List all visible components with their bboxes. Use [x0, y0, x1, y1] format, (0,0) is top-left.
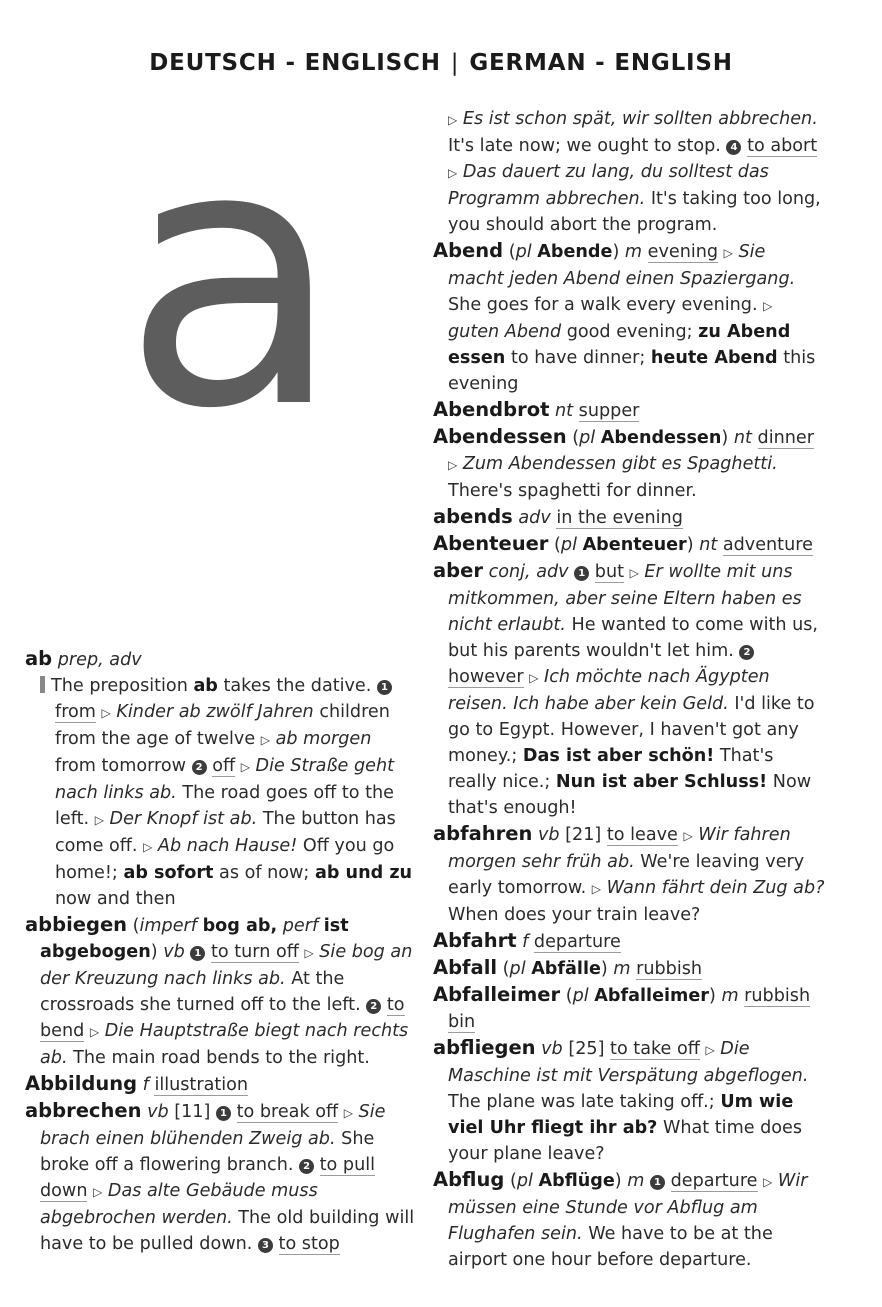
translation: to turn off: [210, 942, 299, 962]
gender: f: [142, 1075, 149, 1095]
translation: but: [594, 562, 624, 582]
example-english: We have to be at the airport one hour before departure.: [448, 1224, 773, 1270]
example-english: The old building will have to be pulled down.: [40, 1208, 415, 1254]
example-english: He wanted to come with us, but his parents wouldn't let him.: [448, 615, 819, 661]
phrase: ab und zu: [314, 863, 413, 883]
phrase: Nun ist aber Schluss!: [555, 772, 768, 792]
entry-abend: [433, 238, 825, 397]
headword: abends: [433, 505, 513, 528]
verb-forms: (imperf bog ab, perf ist abgebogen): [40, 916, 349, 962]
gender: m: [721, 986, 739, 1006]
translation: to pull down: [40, 1155, 375, 1201]
translation: to bend: [40, 995, 405, 1041]
section-letter: a: [122, 68, 343, 487]
phrase: ab sofort: [123, 863, 214, 883]
entry-abfalleimer: [433, 982, 825, 1035]
conjugation-number: [11]: [174, 1102, 211, 1122]
example-german: Ich möchte nach Ägypten reisen. Ich habe aber kein Geld.: [448, 667, 770, 714]
example-german: Wann fährt dein Zug ab?: [606, 878, 825, 898]
header-separator: |: [450, 50, 460, 76]
plural-form: (pl Abflüge): [509, 1171, 622, 1191]
example-english: children from the age of twelve: [55, 702, 390, 749]
example-german: ab morgen: [275, 729, 372, 749]
note-marker-icon: [40, 676, 45, 693]
example-triangle-icon: ▷: [448, 166, 458, 180]
example-german: Das dauert zu lang, du solltest das Programm abbrechen.: [448, 162, 769, 209]
translation: to take off: [610, 1039, 700, 1059]
example-triangle-icon: ▷: [93, 1185, 103, 1199]
gender: m: [627, 1171, 645, 1191]
translation: rubbish bin: [448, 986, 811, 1032]
example-triangle-icon: ▷: [260, 733, 270, 747]
example-triangle-icon: ▷: [763, 1175, 773, 1189]
headword: abbiegen: [25, 913, 128, 936]
example-triangle-icon: ▷: [101, 706, 111, 720]
example-english: The road goes off to the left.: [55, 783, 394, 829]
example-triangle-icon: ▷: [94, 813, 104, 827]
gender: m: [624, 242, 643, 262]
entry-abends: [433, 504, 825, 531]
headword: abbrechen: [25, 1099, 142, 1122]
example-triangle-icon: ▷: [529, 671, 539, 685]
phrase-translation: Now that's enough!: [448, 772, 812, 818]
example-triangle-icon: ▷: [705, 1043, 715, 1057]
example-german: Die Hauptstraße biegt nach rechts ab.: [40, 1021, 409, 1068]
sense-number-icon: 1: [650, 1175, 665, 1190]
headword: Abbildung: [25, 1072, 138, 1095]
phrase: Das ist aber schön!: [522, 746, 715, 766]
phrase-translation: this evening: [448, 348, 816, 394]
example-english: She goes for a walk every evening.: [448, 295, 758, 315]
part-of-speech: vb: [541, 1039, 563, 1059]
part-of-speech: adv: [518, 508, 551, 528]
example-english: When does your train leave?: [448, 905, 701, 925]
entry-abenteuer: [433, 531, 825, 558]
entry-abendbrot: [433, 397, 825, 424]
part-of-speech: vb: [537, 825, 560, 845]
example-german: Zum Abendessen gibt es Spaghetti.: [462, 454, 778, 474]
translation: illustration: [154, 1075, 249, 1095]
example-german: Er wollte mit uns mitkommen, aber seine Eltern haben es nicht erlaubt.: [448, 562, 802, 635]
example-english: There's spaghetti for dinner.: [448, 481, 697, 501]
plural-form: (pl Abfälle): [502, 959, 608, 979]
example-triangle-icon: ▷: [89, 1025, 100, 1039]
phrase-translation: What time does your plane leave?: [448, 1118, 803, 1164]
sense-number-icon: 1: [216, 1106, 231, 1121]
phrase-translation: now and then: [55, 889, 176, 909]
entry-abendessen: [433, 424, 825, 504]
translation: to leave: [606, 825, 678, 845]
translation: in the evening: [556, 508, 683, 528]
headword: ab: [25, 647, 53, 670]
sense-number-icon: 2: [192, 760, 207, 775]
translation: off: [212, 756, 236, 776]
translation: to stop: [278, 1234, 340, 1254]
entry-abfall: [433, 955, 825, 982]
translation: evening: [647, 242, 719, 262]
phrase-translation: as of now;: [219, 863, 310, 883]
example-triangle-icon: ▷: [143, 840, 153, 854]
example-english: The main road bends to the right.: [73, 1048, 370, 1068]
translation: departure: [533, 932, 621, 952]
example-english: We're leaving very early tomorrow.: [448, 852, 805, 898]
entry-abbiegen: [25, 912, 417, 1071]
plural-form: (pl Abende): [508, 242, 620, 262]
example-german: Es ist schon spät, wir sollten abbrechen.: [462, 109, 818, 129]
sense-number-icon: 2: [739, 645, 754, 660]
example-triangle-icon: ▷: [763, 299, 773, 313]
phrase-translation: to have dinner;: [510, 348, 646, 368]
example-triangle-icon: ▷: [629, 566, 639, 580]
part-of-speech: vb: [147, 1102, 169, 1122]
phrase: zu Abend essen: [448, 322, 791, 368]
sense-number-icon: 3: [258, 1238, 273, 1253]
sense-number-icon: 1: [574, 566, 589, 581]
plural-form: (pl Abenteuer): [554, 535, 694, 555]
example-english: It's taking too long, you should abort the program.: [448, 189, 821, 235]
right-column: [433, 106, 825, 1273]
entry-abfahren: [433, 821, 825, 928]
sense-number-icon: 2: [299, 1159, 314, 1174]
headword: Abfall: [433, 956, 498, 979]
example-triangle-icon: ▷: [343, 1106, 353, 1120]
plural-form: (pl Abfalleimer): [565, 986, 716, 1006]
gender: nt: [555, 401, 574, 421]
example-german: Wir müssen eine Stunde vor Abflug am Flughafen sein.: [448, 1171, 808, 1244]
entry-abfliegen: [433, 1035, 825, 1167]
gender: f: [522, 932, 529, 952]
sense-number-icon: 2: [366, 999, 381, 1014]
example-german: Ab nach Hause!: [157, 836, 298, 856]
example-triangle-icon: ▷: [448, 458, 458, 472]
headword: Abfahrt: [433, 929, 517, 952]
left-column: [25, 646, 417, 1257]
example-triangle-icon: ▷: [448, 113, 458, 127]
example-english: The plane was late taking off.;: [448, 1092, 715, 1112]
example-english: The button has come off.: [55, 809, 396, 856]
example-english: good evening;: [566, 322, 693, 342]
gender: m: [613, 959, 631, 979]
headword: abfahren: [433, 822, 533, 845]
headword: abfliegen: [433, 1036, 536, 1059]
part-of-speech: prep, adv: [57, 650, 142, 670]
headword: Abflug: [433, 1168, 505, 1191]
example-german: guten Abend: [448, 322, 562, 342]
example-german: Der Knopf ist ab.: [109, 809, 258, 829]
sense-number-icon: 1: [377, 680, 392, 695]
plural-form: (pl Abendessen): [572, 428, 729, 448]
part-of-speech: conj, adv: [488, 562, 569, 582]
headword: aber: [433, 559, 483, 582]
headword: Abendessen: [433, 425, 567, 448]
phrase: Um wie viel Uhr fliegt ihr ab?: [448, 1092, 794, 1138]
example-triangle-icon: ▷: [591, 882, 602, 896]
example-english: I'd like to go to Egypt. However, I haven't got any money.;: [448, 694, 815, 766]
translation: dinner: [757, 428, 814, 448]
example-german: Wir fahren morgen sehr früh ab.: [448, 825, 791, 872]
translation: departure: [670, 1171, 758, 1191]
entry-abbrechen: [25, 1098, 417, 1257]
sense-number-icon: 4: [726, 140, 741, 155]
translation: to abort: [747, 136, 818, 156]
entry-ab: [25, 646, 417, 912]
entry-abbrechen-continued: [433, 106, 825, 238]
usage-note: The preposition ab takes the dative.: [51, 676, 372, 696]
example-german: Die Straße geht nach links ab.: [55, 756, 395, 803]
example-german: Das alte Gebäude muss abgebrochen werden.: [40, 1181, 318, 1228]
example-english: At the crossroads she turned off to the left.: [40, 969, 361, 1015]
entry-body: [40, 673, 417, 912]
example-german: Die Maschine ist mit Verspätung abgeflogen.: [448, 1039, 809, 1086]
phrase: heute Abend: [650, 348, 778, 368]
example-english: She broke off a flowering branch.: [40, 1129, 375, 1175]
translation: however: [448, 667, 524, 687]
sense-number-icon: 1: [190, 946, 205, 961]
example-german: Kinder ab zwölf Jahren: [116, 702, 314, 722]
entry-aber: [433, 558, 825, 821]
example-english: Off you go home!;: [55, 836, 395, 883]
gender: nt: [733, 428, 752, 448]
gender: nt: [699, 535, 718, 555]
part-of-speech: vb: [163, 942, 185, 962]
phrase-translation: That's really nice.;: [448, 746, 774, 792]
headword: Abendbrot: [433, 398, 550, 421]
headword: Abfalleimer: [433, 983, 561, 1006]
example-english: It's late now; we ought to stop.: [448, 136, 721, 156]
example-triangle-icon: ▷: [304, 946, 314, 960]
entry-abbildung: [25, 1071, 417, 1098]
conjugation-number: [25]: [568, 1039, 605, 1059]
entry-abfahrt: [433, 928, 825, 955]
example-english: from tomorrow: [55, 756, 187, 776]
entry-abflug: [433, 1167, 825, 1273]
example-german: Sie macht jeden Abend einen Spaziergang.: [448, 242, 796, 289]
translation: rubbish: [636, 959, 703, 979]
example-german: Sie brach einen blühenden Zweig ab.: [40, 1102, 386, 1149]
example-triangle-icon: ▷: [723, 246, 733, 260]
translation: to break off: [236, 1102, 339, 1122]
headword: Abenteuer: [433, 532, 549, 555]
example-german: Sie bog an der Kreuzung nach links ab.: [40, 942, 413, 989]
header-english-label: GERMAN - ENGLISH: [469, 50, 733, 76]
translation: supper: [578, 401, 640, 421]
example-triangle-icon: ▷: [683, 829, 693, 843]
headword: Abend: [433, 239, 504, 262]
example-triangle-icon: ▷: [240, 760, 250, 774]
translation: from: [55, 702, 96, 722]
conjugation-number: [21]: [565, 825, 602, 845]
translation: adventure: [722, 535, 813, 555]
header-german-english-label: DEUTSCH - ENGLISCH: [149, 50, 441, 76]
